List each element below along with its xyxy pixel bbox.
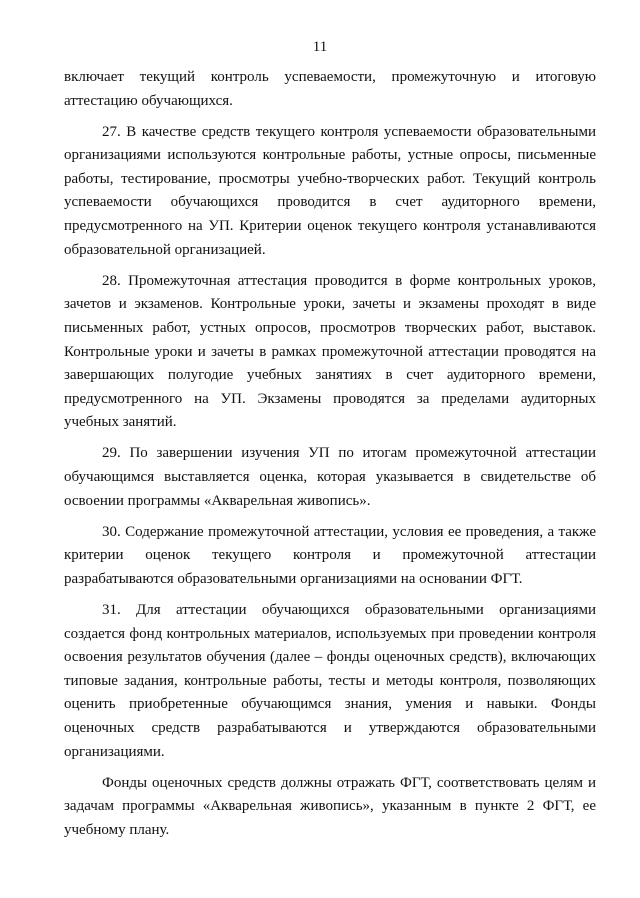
paragraph-continuation: включает текущий контроль успеваемости, промежуточную и итоговую аттестацию обучающихся.: [64, 69, 596, 109]
document-body: [64, 66, 596, 850]
paragraph-funds: Фонды оценочных средств должны отражать ФГТ, соответствовать целям и задачам программы «Акварельная живопись», указанным в пункте 2 ФГТ, ее учебному плану.: [64, 774, 596, 838]
paragraph-29: 29. По завершении изучения УП по итогам промежуточной аттестации обучающимся выставляется оценка, которая указывается в свидетельстве об освоении программы «Акварельная живопись».: [64, 445, 596, 509]
page-number: 11: [312, 39, 328, 55]
paragraph-28: 28. Промежуточная аттестация проводится в форме контрольных уроков, зачетов и экзаменов. Контрольные уроки, зачеты и экзамены проходят в виде письменных работ, устных опросов, просмотров творческих работ, выставок. Контрольные уроки и зачеты в рамках промежуточной аттестации проводятся на завершающих полугодие учебных занятиях в счет аудиторного времени, предусмотренного на УП. Экзамены проводятся за пределами аудиторных учебных занятий.: [64, 272, 596, 431]
paragraph-30: 30. Содержание промежуточной аттестации, условия ее проведения, а также критерии оценок текущего контроля и промежуточной аттестации разрабатываются образовательными организациями на основании ФГТ.: [64, 523, 596, 587]
paragraph-31: 31. Для аттестации обучающихся образовательными организациями создается фонд контрольных материалов, используемых при проведении контроля освоения результатов обучения (далее – фонды оценочных средств), включающих типовые задания, контрольные работы, тесты и методы контроля, позволяющих оценить приобретенные обучающимся знания, умения и навыки. Фонды оценочных средств разрабатываются и утверждаются образовательными организациями.: [64, 601, 596, 760]
paragraph-27: 27. В качестве средств текущего контроля успеваемости образовательными организациями используются контрольные работы, устные опросы, письменные работы, тестирование, просмотры учебно-творческих работ. Текущий контроль успеваемости обучающихся проводится в счет аудиторного времени, предусмотренного на УП. Критерии оценок текущего контроля устанавливаются образовательной организацией.: [64, 123, 596, 258]
